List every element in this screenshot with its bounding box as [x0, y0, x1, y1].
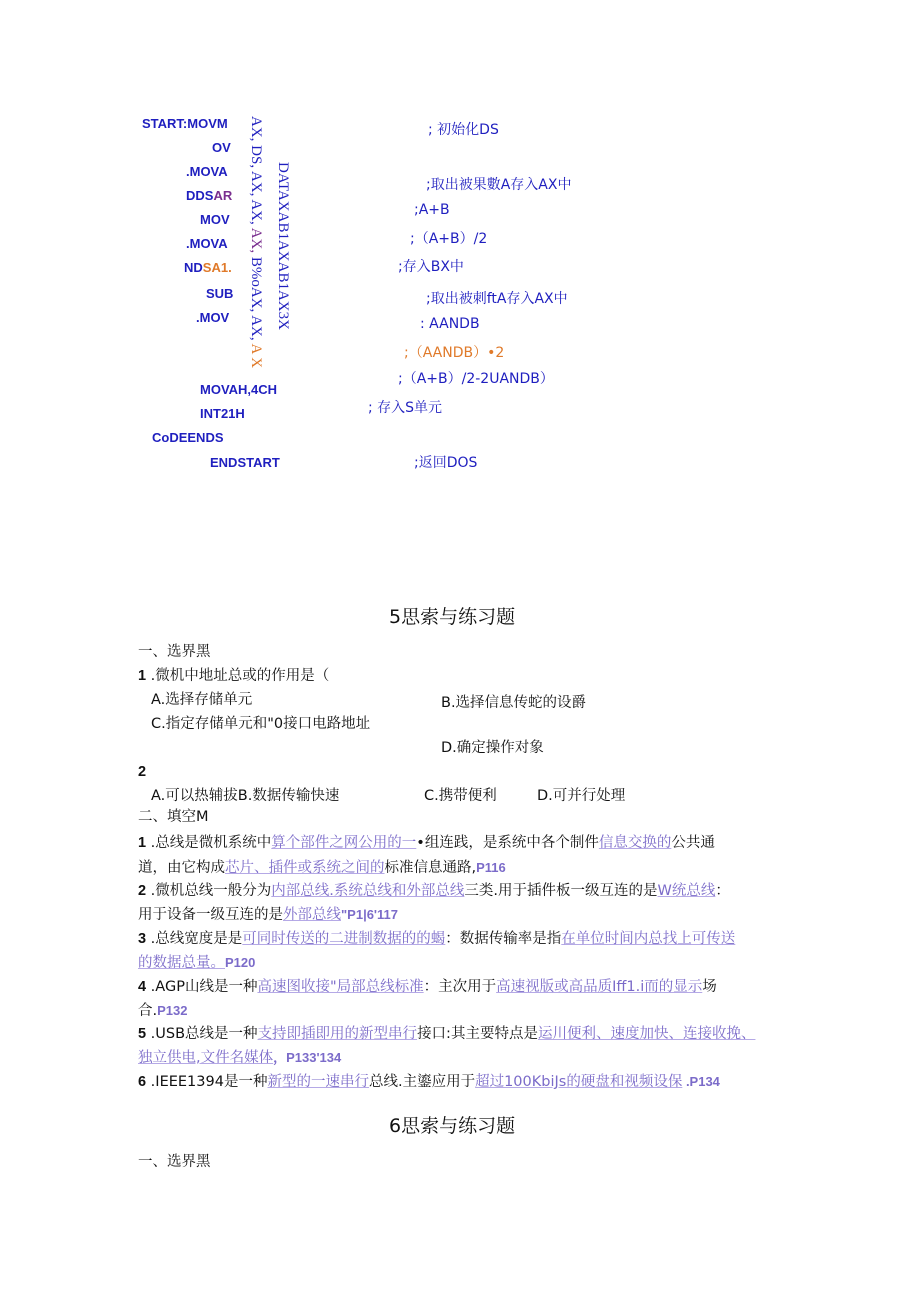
item-number: 3	[138, 931, 147, 947]
code-comment: ; 存入S单元	[368, 400, 443, 416]
item-text: .微机总线一般分为	[146, 883, 272, 899]
code-comment: : AANDB	[420, 316, 480, 332]
code-comment: ;取出被刺ftA存入AX中	[426, 291, 568, 307]
vertical-operands-part: AX, DS, AX, AX,	[248, 116, 264, 225]
item-text: .总线宽度是是	[146, 931, 243, 947]
page-reference: ，P133'134	[273, 1050, 342, 1065]
page-reference: P116	[476, 860, 506, 875]
fill-item-4-line-2	[138, 1004, 187, 1019]
fill-item-2-line-1	[138, 884, 730, 899]
section5-title: 5思索与练习题	[389, 606, 516, 628]
code-comment: ;返回DOS	[414, 455, 478, 471]
fill-item-1-line-1	[138, 836, 715, 851]
section6-choice-heading: 一、选界黑	[138, 1154, 211, 1170]
item-text: 标准信息通路,	[384, 860, 477, 876]
item-text: 合.	[138, 1003, 158, 1019]
fill-item-1-line-2	[138, 861, 506, 876]
item-text: ：主次用于	[423, 979, 497, 995]
q1-option-c: C.指定存储单元和"0接口电路地址	[151, 716, 371, 732]
item-text: •组连践，是系统中各个制件	[416, 835, 599, 851]
code-line-part: DDS	[186, 188, 214, 203]
answer-text: 可同时传送的二进制数据的的蝎	[242, 931, 446, 947]
section5-fill-heading: 二、填空M	[138, 809, 209, 825]
item-text: 道，由它构成	[138, 860, 225, 876]
fill-item-3-line-2	[138, 956, 255, 971]
answer-text: 在单位时间内总找上可传送	[561, 931, 736, 947]
code-line: .MOVA	[186, 164, 228, 179]
item-number: 2	[138, 883, 147, 899]
code-comment: ;取出被果數A存入AX中	[426, 177, 572, 193]
answer-text: 外部总线	[283, 907, 341, 923]
vertical-operands-part: AX,	[248, 224, 264, 254]
answer-text: 信息交换的	[598, 835, 672, 851]
answer-text: 超过100KbiJs的硬盘和视频设保	[475, 1074, 683, 1090]
code-vertical-operands	[248, 116, 263, 368]
q1-option-b: B.选择信息传蛇的设爵	[441, 695, 587, 711]
fill-item-6	[138, 1075, 720, 1090]
code-comment: ;（AANDB）•2	[404, 345, 505, 361]
page-reference: .P134	[682, 1074, 720, 1089]
code-line: MOVAH,4CH	[200, 382, 278, 397]
page-reference: P120	[225, 955, 256, 970]
code-line: .MOVA	[186, 236, 228, 251]
code-line: CoDEENDS	[152, 430, 224, 445]
item-text: ：数据传输率是指	[445, 931, 562, 947]
code-vertical-data: DATAXAB1AXAB1AX3X	[275, 162, 291, 330]
answer-text: 算个部件之网公用的一	[271, 835, 417, 851]
code-line-part: ND	[184, 260, 203, 275]
code-line: START:MOVM	[142, 116, 228, 131]
answer-text: 芯片、插件或系统之间的	[225, 860, 385, 876]
code-comment: ;（A+B）/2	[410, 231, 488, 247]
answer-text: 新型的一速串行	[267, 1074, 369, 1090]
fill-item-3-line-1	[138, 932, 735, 947]
code-comment: ;存入BX中	[398, 259, 464, 275]
answer-text: W统总线	[657, 883, 716, 899]
item-text: .IEEE1394是一种	[146, 1074, 268, 1090]
item-text: .AGP山线是一种	[146, 979, 258, 995]
section5-choice-heading: 一、选界黑	[138, 644, 211, 660]
fill-item-5-line-2	[138, 1051, 341, 1066]
fill-item-2-line-2	[138, 908, 398, 923]
item-text: .总线是微机系统中	[146, 835, 272, 851]
vertical-operands-part: A X	[248, 340, 264, 369]
code-line: OV	[212, 140, 231, 155]
q1-option-a: A.选择存储单元	[151, 692, 253, 708]
answer-text: 运川便利、速度加快、连接收挽、	[537, 1026, 756, 1042]
code-comment: ;（A+B）/2-2UANDB）	[398, 371, 554, 387]
item-text: 用于设备一级互连的是	[138, 907, 283, 923]
code-line: ENDSTART	[210, 455, 280, 470]
code-line: INT21H	[200, 406, 245, 421]
question-text: .微机中地址总或的作用是（	[146, 668, 330, 684]
item-text: .USB总线是一种	[146, 1026, 258, 1042]
q2-option-c: C.携带便利	[424, 788, 497, 804]
question-1	[138, 669, 329, 684]
answer-text: 高速图收接"局部总线标准	[257, 979, 424, 995]
code-line: MOV	[200, 212, 230, 227]
q1-option-d: D.确定操作对象	[441, 740, 544, 756]
answer-text: 高速视版或高品质Iff1.i而的显示	[496, 979, 703, 995]
item-text: 公共通	[671, 835, 715, 851]
item-text: 场	[702, 979, 717, 995]
fill-item-5-line-1	[138, 1027, 755, 1042]
code-line: SUB	[206, 286, 234, 301]
page-reference: "P1|6'117	[341, 907, 398, 922]
item-text: ：	[715, 883, 730, 899]
item-number: 4	[138, 979, 147, 995]
code-line	[184, 260, 232, 275]
item-text: 接口:其主要特点是	[417, 1026, 538, 1042]
answer-text: 支持即插即用的新型串行	[257, 1026, 418, 1042]
question-2: 2	[138, 764, 147, 780]
code-line	[186, 188, 232, 203]
item-number: 6	[138, 1074, 147, 1090]
vertical-operands-part: B%oAX, AX,	[248, 253, 264, 341]
section6-title: 6思索与练习题	[389, 1115, 516, 1137]
code-comment: ; 初始化DS	[428, 122, 499, 138]
fill-item-4-line-1	[138, 980, 717, 995]
item-text: 总线.主鎏应用于	[368, 1074, 476, 1090]
q2-option-ab: A.可以热辅拔B.数据传输快速	[151, 788, 340, 804]
code-comment: ;A+B	[414, 202, 450, 218]
answer-text: 独立供电,文件名媒体	[138, 1050, 274, 1066]
question-number: 1	[138, 668, 147, 684]
answer-text: 的数据总量。	[138, 955, 225, 971]
page-reference: P132	[157, 1003, 188, 1018]
code-line-part: AR	[213, 188, 233, 203]
code-line-part: SA1.	[202, 260, 232, 275]
item-number: 1	[138, 835, 147, 851]
q2-option-d: D.可并行处理	[537, 788, 626, 804]
answer-text: 内部总线.系统总线和外部总线	[271, 883, 465, 899]
item-text: 三类.用于插件板一级互连的是	[464, 883, 658, 899]
code-line: .MOV	[196, 310, 230, 325]
item-number: 5	[138, 1026, 147, 1042]
